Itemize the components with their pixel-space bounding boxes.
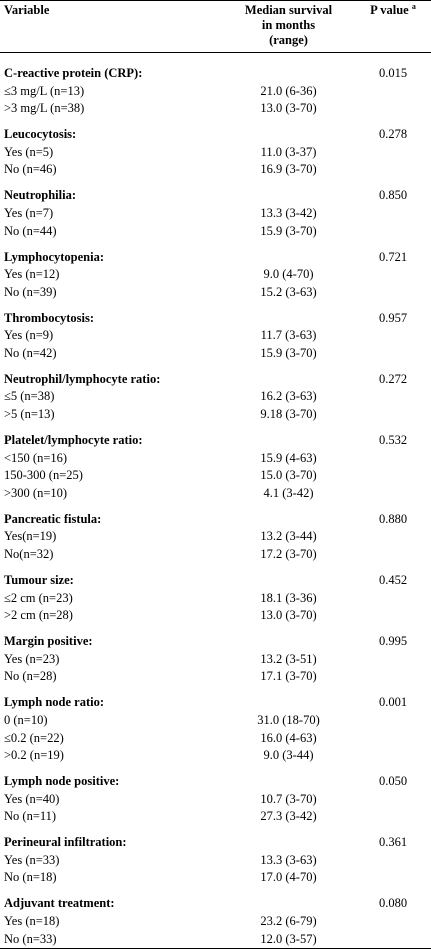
group-title: Pancreatic fistula: <box>4 511 102 526</box>
median-survival-value: 12.0 (3-57) <box>222 931 355 949</box>
row-p-empty <box>355 931 431 949</box>
median-survival-value: 13.0 (3-70) <box>260 101 317 116</box>
group-empty <box>222 187 355 205</box>
row-p-empty <box>355 913 431 931</box>
group-empty <box>222 126 355 144</box>
row-label: >300 (n=10) <box>4 485 68 500</box>
row-p-empty <box>355 450 431 468</box>
row-p-empty <box>355 100 431 118</box>
median-survival-value: 11.0 (3-37) <box>260 144 317 159</box>
row-p-empty <box>355 747 431 765</box>
median-survival-value: 13.2 (3-44) <box>260 529 317 544</box>
row-label: No (n=44) <box>4 223 57 238</box>
group-row <box>0 572 431 590</box>
header-variable: Variable <box>0 1 222 53</box>
median-survival-value: 9.18 (3-70) <box>260 407 317 422</box>
table-row <box>0 747 431 765</box>
p-value: 0.532 <box>378 433 408 448</box>
group-empty <box>222 633 355 651</box>
p-value: 0.452 <box>378 572 408 587</box>
table-row <box>0 223 431 241</box>
group-title: Thrombocytosis: <box>4 310 95 325</box>
table-row <box>0 590 431 608</box>
table-row <box>0 205 431 223</box>
row-label: <150 (n=16) <box>4 450 68 465</box>
table-row <box>0 712 431 730</box>
median-survival-value: 13.0 (3-70) <box>260 608 317 623</box>
row-label: Yes (n=18) <box>4 914 60 929</box>
table-row <box>0 450 431 468</box>
row-label: Yes (n=5) <box>4 144 54 159</box>
row-label: ≤3 mg/L (n=13) <box>4 83 85 98</box>
row-p-empty <box>355 869 431 887</box>
group-row <box>0 65 431 83</box>
row-label: Yes (n=9) <box>4 328 54 343</box>
p-value: 0.850 <box>378 188 408 203</box>
row-label: ≤0.2 (n=22) <box>4 730 64 745</box>
median-survival-value: 11.7 (3-63) <box>260 328 317 343</box>
group-title: Leucocytosis: <box>4 127 77 142</box>
row-p-empty <box>355 651 431 669</box>
row-label: >0.2 (n=19) <box>4 748 64 763</box>
row-label: Yes (n=12) <box>4 267 60 282</box>
p-value: 0.278 <box>378 127 408 142</box>
group-row <box>0 187 431 205</box>
table-row <box>0 869 431 887</box>
row-p-empty <box>355 791 431 809</box>
row-p-empty <box>355 712 431 730</box>
row-label: 150-300 (n=25) <box>4 468 83 483</box>
row-p-empty <box>355 852 431 870</box>
row-p-empty <box>355 485 431 503</box>
row-p-empty <box>355 528 431 546</box>
median-survival-value: 13.2 (3-51) <box>260 651 317 666</box>
table-row <box>0 852 431 870</box>
group-title: Margin positive: <box>4 634 93 649</box>
group-row <box>0 126 431 144</box>
row-p-empty <box>355 406 431 424</box>
table-header <box>0 1 431 53</box>
row-p-empty <box>355 327 431 345</box>
median-survival-value: 31.0 (18-70) <box>257 712 320 727</box>
row-p-empty <box>355 388 431 406</box>
p-value: 0.995 <box>378 634 408 649</box>
group-row <box>0 895 431 913</box>
median-survival-value: 9.0 (4-70) <box>263 267 314 282</box>
group-row <box>0 511 431 529</box>
table-row <box>0 791 431 809</box>
row-label: >3 mg/L (n=38) <box>4 101 85 116</box>
table-row <box>0 528 431 546</box>
group-row <box>0 310 431 328</box>
row-label: No (n=28) <box>4 669 57 684</box>
row-label: 0 (n=10) <box>4 712 48 727</box>
row-label: >5 (n=13) <box>4 407 55 422</box>
median-survival-value: 10.7 (3-70) <box>260 791 317 806</box>
group-empty <box>222 572 355 590</box>
table-row <box>0 931 431 949</box>
table-row <box>0 100 431 118</box>
group-row <box>0 633 431 651</box>
group-empty <box>222 694 355 712</box>
p-value: 0.880 <box>378 511 408 526</box>
group-title: Platelet/lymphocyte ratio: <box>4 433 143 448</box>
group-title: Lymphocytopenia: <box>4 249 105 264</box>
table-row <box>0 345 431 363</box>
row-p-empty <box>355 223 431 241</box>
row-p-empty <box>355 266 431 284</box>
row-label: No(n=32) <box>4 546 54 561</box>
row-label: No (n=18) <box>4 870 57 885</box>
row-label: ≤5 (n=38) <box>4 389 55 404</box>
row-p-empty <box>355 808 431 826</box>
row-p-empty <box>355 83 431 101</box>
row-label: No (n=11) <box>4 809 57 824</box>
group-title: Perineural infiltration: <box>4 835 127 850</box>
median-survival-value: 23.2 (6-79) <box>260 914 317 929</box>
group-row <box>0 773 431 791</box>
p-value: 0.272 <box>378 371 408 386</box>
p-value: 0.957 <box>378 310 408 325</box>
row-p-empty <box>355 607 431 625</box>
median-survival-value: 15.9 (3-70) <box>260 345 317 360</box>
p-value: 0.721 <box>378 249 408 264</box>
median-survival-value: 9.0 (3-44) <box>263 748 314 763</box>
p-value: 0.050 <box>378 774 408 789</box>
table-row <box>0 913 431 931</box>
group-empty <box>222 834 355 852</box>
row-p-empty <box>355 590 431 608</box>
group-empty <box>222 310 355 328</box>
median-survival-value: 27.3 (3-42) <box>260 809 317 824</box>
group-row <box>0 432 431 450</box>
group-title: Lymph node positive: <box>4 774 120 789</box>
header-median-survival <box>222 1 355 53</box>
group-title: Neutrophil/lymphocyte ratio: <box>4 371 161 386</box>
row-p-empty <box>355 345 431 363</box>
median-survival-value: 21.0 (6-36) <box>260 83 317 98</box>
median-survival-value: 15.9 (4-63) <box>260 450 317 465</box>
median-survival-value: 16.2 (3-63) <box>260 389 317 404</box>
row-p-empty <box>355 668 431 686</box>
table-row <box>0 388 431 406</box>
median-survival-value: 17.0 (4-70) <box>260 870 317 885</box>
group-empty <box>222 511 355 529</box>
group-title: C-reactive protein (CRP): <box>4 66 143 80</box>
row-label: Yes (n=40) <box>4 791 60 806</box>
group-empty <box>222 432 355 450</box>
table-row <box>0 266 431 284</box>
row-label: >2 cm (n=28) <box>4 608 73 623</box>
header-p-value <box>355 1 431 53</box>
table-row <box>0 406 431 424</box>
p-value: 0.080 <box>378 896 408 911</box>
row-p-empty <box>355 546 431 564</box>
row-label: Yes (n=33) <box>4 852 60 867</box>
median-survival-value: 17.2 (3-70) <box>260 546 317 561</box>
header-median-line-3: (range) <box>269 33 308 47</box>
group-title: Adjuvant treatment: <box>4 896 115 911</box>
table-row <box>0 730 431 748</box>
table-row <box>0 546 431 564</box>
table-row <box>0 467 431 485</box>
group-row <box>0 249 431 267</box>
group-empty <box>222 773 355 791</box>
group-title: Tumour size: <box>4 572 74 587</box>
table-row <box>0 607 431 625</box>
table-row <box>0 144 431 162</box>
row-label: Yes (n=23) <box>4 651 60 666</box>
group-empty <box>222 65 355 83</box>
table-body <box>0 53 431 949</box>
row-label: Yes(n=19) <box>4 529 57 544</box>
table-row <box>0 651 431 669</box>
group-empty <box>222 249 355 267</box>
row-label: No (n=33) <box>0 931 222 949</box>
group-title: Neutrophilia: <box>4 188 76 203</box>
header-p-value-label: P value <box>370 3 409 17</box>
p-value: 0.015 <box>378 66 408 80</box>
group-row <box>0 371 431 389</box>
table-row <box>0 668 431 686</box>
group-row <box>0 694 431 712</box>
row-p-empty <box>355 144 431 162</box>
group-title: Lymph node ratio: <box>4 695 105 710</box>
table-row <box>0 485 431 503</box>
table-row <box>0 83 431 101</box>
table-row <box>0 808 431 826</box>
header-median-line-2: in months <box>261 18 316 32</box>
row-p-empty <box>355 730 431 748</box>
median-survival-value: 18.1 (3-36) <box>260 590 317 605</box>
table-row <box>0 161 431 179</box>
p-value: 0.001 <box>378 695 408 710</box>
median-survival-value: 16.0 (4-63) <box>260 730 317 745</box>
row-p-empty <box>355 161 431 179</box>
median-survival-value: 17.1 (3-70) <box>260 669 317 684</box>
median-survival-value: 16.9 (3-70) <box>260 162 317 177</box>
row-label: No (n=39) <box>4 284 57 299</box>
row-p-empty <box>355 205 431 223</box>
footnote-marker: a <box>411 1 416 11</box>
median-survival-value: 15.9 (3-70) <box>260 223 317 238</box>
row-label: No (n=42) <box>4 345 57 360</box>
median-survival-value: 15.2 (3-63) <box>260 284 317 299</box>
median-survival-value: 4.1 (3-42) <box>263 485 314 500</box>
row-label: ≤2 cm (n=23) <box>4 590 73 605</box>
row-p-empty <box>355 284 431 302</box>
group-row <box>0 834 431 852</box>
row-p-empty <box>355 467 431 485</box>
row-label: No (n=46) <box>4 162 57 177</box>
median-survival-value: 13.3 (3-42) <box>260 205 317 220</box>
group-empty <box>222 371 355 389</box>
table-row <box>0 284 431 302</box>
median-survival-value: 15.0 (3-70) <box>260 468 317 483</box>
header-median-line-1: Median survival <box>244 3 333 17</box>
p-value: 0.361 <box>378 835 408 850</box>
table-row <box>0 327 431 345</box>
row-label: Yes (n=7) <box>4 205 54 220</box>
median-survival-value: 13.3 (3-63) <box>260 852 317 867</box>
group-empty <box>222 895 355 913</box>
